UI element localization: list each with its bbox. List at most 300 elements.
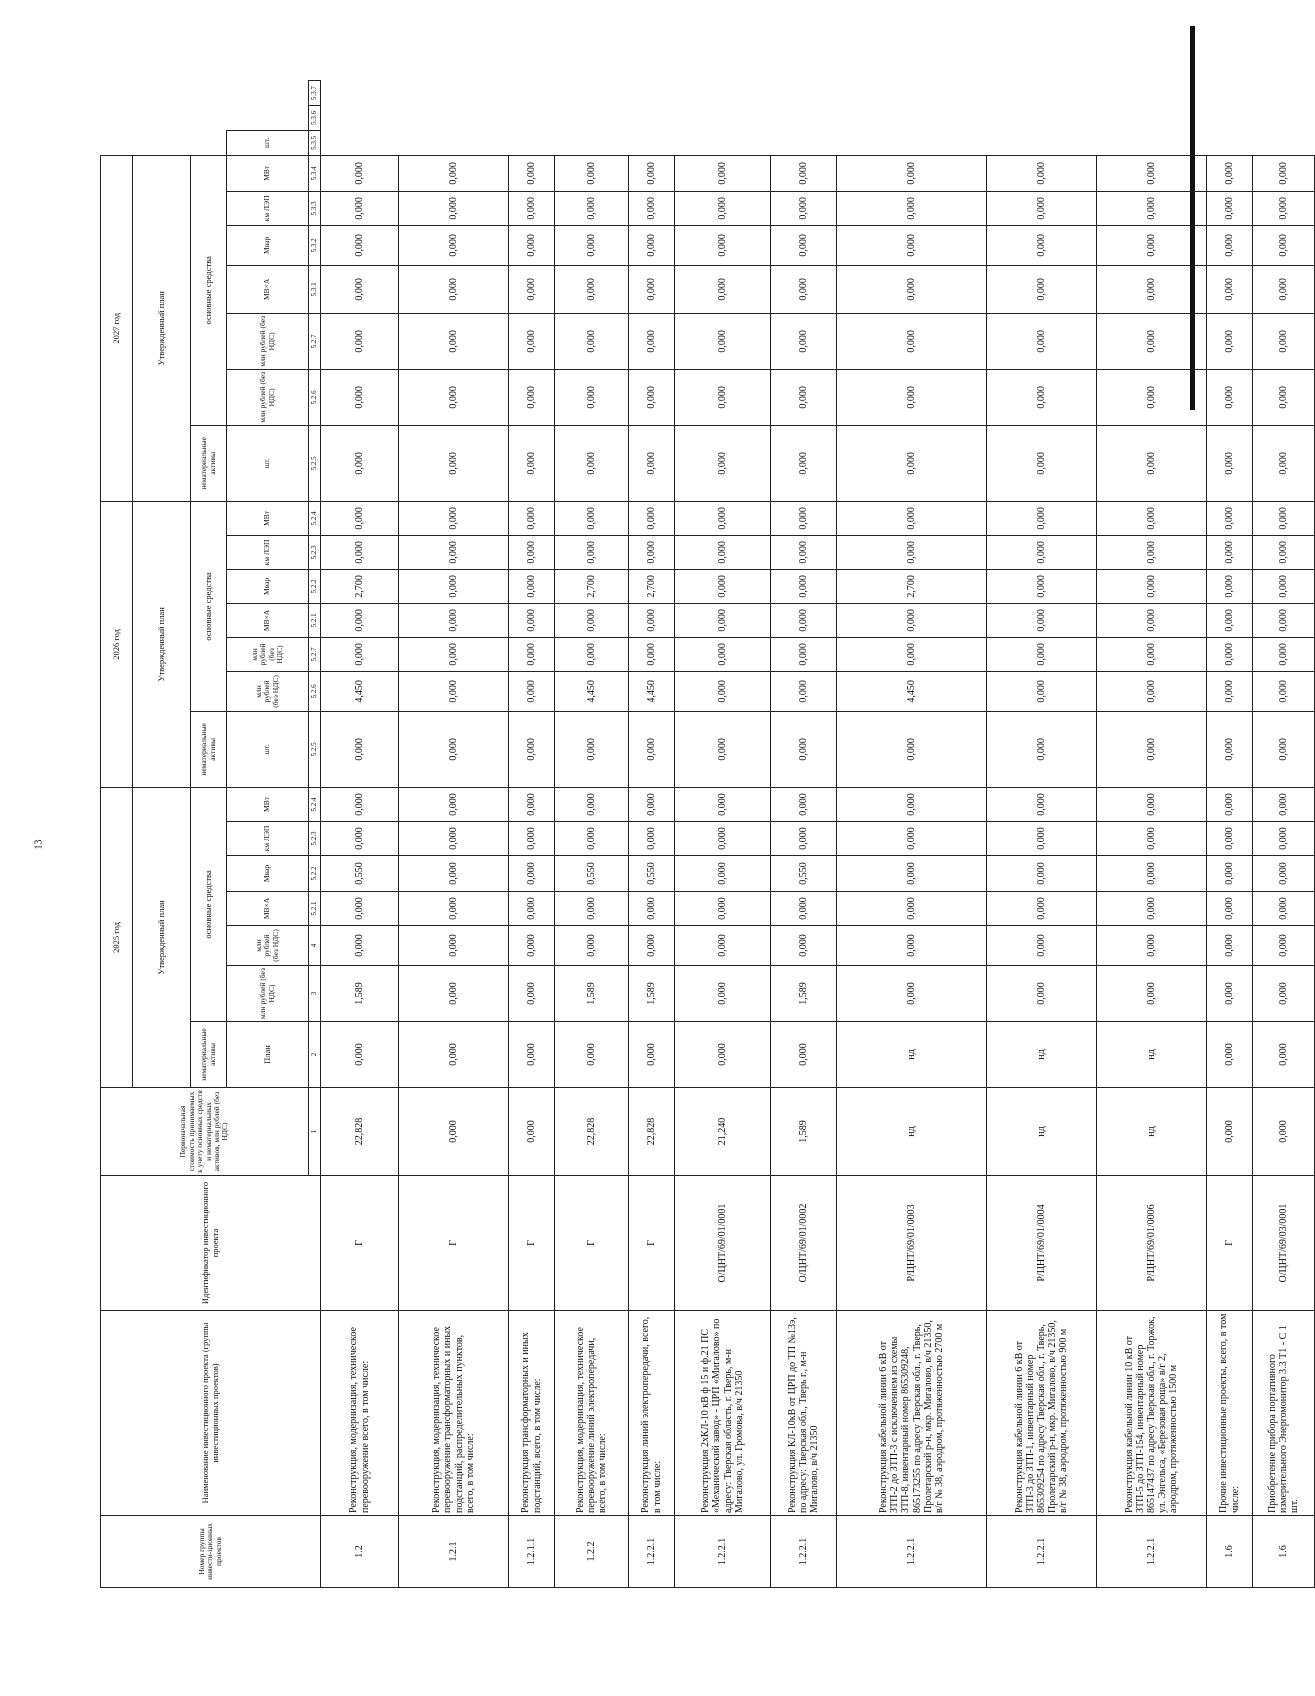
row-value: 0,000 [837, 926, 987, 966]
row-value: 0,000 [321, 265, 399, 313]
row-value: 0,000 [837, 856, 987, 892]
row-value: 0,000 [1097, 569, 1207, 603]
row-value: 0,000 [1207, 313, 1253, 369]
column-index: 5.2.5 [309, 425, 321, 501]
row-value: 0,000 [555, 711, 629, 787]
row-value: 0,000 [1207, 265, 1253, 313]
row-value: 0,000 [1207, 926, 1253, 966]
row-value: 0,000 [321, 313, 399, 369]
row-value: 0,000 [771, 191, 837, 225]
table-row [771, 81, 837, 1588]
row-value: 0,000 [509, 569, 555, 603]
row-name: Реконструкция кабельной линии 6 кВ от ЗТП-2 до ЗТП-3 с исключением из схемы ЗТП-8, инвентарный номер 865309248, 865173255 по адресу Тверская обл., г. Тверь, Пролетарский р-н, мкр. Мигалово, в/ч 21350, в/г № 38, аэродром, протяженностью 2700 м [837, 1311, 987, 1516]
row-value: 0,000 [675, 369, 771, 425]
row-value: 0,000 [555, 787, 629, 821]
investment-table [100, 80, 1315, 1588]
row-value: 0,000 [987, 265, 1097, 313]
row-value: 0,000 [509, 892, 555, 926]
row-name: Прочие инвестиционные проекты, всего, в том числе: [1207, 1311, 1253, 1516]
row-value: 0,000 [321, 822, 399, 856]
row-value: 1,589 [771, 966, 837, 1022]
row-value: 0,000 [629, 1022, 675, 1088]
row-value: 0,000 [321, 155, 399, 191]
row-value: 0,000 [837, 637, 987, 671]
row-group: 1.2.1 [399, 1516, 509, 1588]
row-value: 0,000 [1207, 787, 1253, 821]
table-row [509, 81, 555, 1588]
row-value: 0,000 [837, 892, 987, 926]
row-value: 0,000 [629, 501, 675, 535]
row-id: Г [1207, 1176, 1253, 1311]
row-value: 0,000 [1253, 225, 1315, 265]
row-value: 0,000 [1207, 369, 1253, 425]
row-value: 0,000 [321, 225, 399, 265]
row-value: 0,000 [1097, 787, 1207, 821]
row-value: 0,000 [321, 892, 399, 926]
row-value: 0,000 [509, 369, 555, 425]
row-group: 1.2.2.1 [675, 1516, 771, 1588]
row-value: 0,000 [1253, 191, 1315, 225]
header-unit: Мвар [227, 225, 309, 265]
row-id: Г [399, 1176, 509, 1311]
row-value: 0,000 [1097, 711, 1207, 787]
row-id: Г [629, 1176, 675, 1311]
row-value: 0,000 [399, 892, 509, 926]
row-value: 0,000 [675, 425, 771, 501]
row-value: 0,000 [987, 856, 1097, 892]
header-intangible-2027: нематериальные активы [191, 425, 227, 501]
column-index: 5.2.7 [309, 313, 321, 369]
row-value: 0,000 [675, 265, 771, 313]
row-value: 0,000 [675, 787, 771, 821]
header-unit: шт. [227, 711, 309, 787]
header-plan-2026: Утвержденный план [133, 501, 191, 787]
row-value: 0,000 [509, 265, 555, 313]
row-value: 0,000 [1207, 892, 1253, 926]
row-value: 0,000 [509, 856, 555, 892]
row-value: 0,000 [1253, 856, 1315, 892]
row-value: 0,000 [321, 637, 399, 671]
row-value: 4,450 [629, 671, 675, 711]
row-value: 0,000 [987, 603, 1097, 637]
row-value: 0,000 [987, 892, 1097, 926]
row-value: 0,000 [555, 822, 629, 856]
row-value: 0,000 [771, 425, 837, 501]
row-value: 0,000 [837, 603, 987, 637]
row-value: 0,000 [399, 425, 509, 501]
header-intangible-2026: нематериальные активы [191, 711, 227, 787]
row-value: 0,000 [629, 926, 675, 966]
row-value: 0,550 [771, 856, 837, 892]
header-unit: МВт [227, 787, 309, 821]
header-cost: Первоначальная стоимость принимаемых к учету основных средств и нематериальных активов, млн рублей (без НДС) [101, 1088, 309, 1176]
row-value: 0,000 [1207, 191, 1253, 225]
row-value: 0,000 [555, 191, 629, 225]
header-plan: План [227, 1022, 309, 1088]
header-unit: Мвар [227, 856, 309, 892]
row-value: 0,000 [555, 603, 629, 637]
header-fixed-2025: основные средства [191, 787, 227, 1021]
row-value: 0,000 [837, 313, 987, 369]
row-value: 0,000 [987, 787, 1097, 821]
row-value: 0,000 [399, 265, 509, 313]
column-index: 5.3.7 [309, 81, 321, 106]
row-value: 0,000 [555, 926, 629, 966]
row-id: Г [555, 1176, 629, 1311]
row-value: 0,000 [675, 966, 771, 1022]
header-unit: млн рублей (без НДС) [227, 671, 309, 711]
header-name: Наименование инвестиционного проекта (группы инвестиционных проектов) [101, 1311, 321, 1516]
row-value: 0,000 [629, 265, 675, 313]
row-value: 0,000 [629, 155, 675, 191]
row-value: 0,000 [321, 425, 399, 501]
header-unit: млн рублей (без НДС) [227, 369, 309, 425]
row-value: 0,000 [837, 225, 987, 265]
row-value: 0,000 [1097, 225, 1207, 265]
row-value: 1,589 [321, 966, 399, 1022]
row-id: О/ЦНТ/69/01/0002 [771, 1176, 837, 1311]
row-value: 4,450 [555, 671, 629, 711]
header-unit: млн рублей (без НДС) [227, 966, 309, 1022]
row-value: 0,000 [837, 155, 987, 191]
row-value: 1,589 [555, 966, 629, 1022]
row-value: 0,000 [321, 191, 399, 225]
row-value: 0,000 [675, 671, 771, 711]
row-value: 0,000 [837, 369, 987, 425]
row-value: 0,000 [771, 265, 837, 313]
row-value: 0,000 [509, 711, 555, 787]
row-value: 0,000 [321, 603, 399, 637]
header-unit: млн рублей (без НДС) [227, 926, 309, 966]
table-row [399, 81, 509, 1588]
header-year-2025: 2025 год [101, 787, 133, 1087]
row-value: 0,000 [1253, 535, 1315, 569]
row-value: 0,000 [629, 603, 675, 637]
row-value: 0,000 [629, 191, 675, 225]
row-value: 0,000 [1207, 155, 1253, 191]
row-value: 0,000 [629, 787, 675, 821]
column-index: 5.2.1 [309, 603, 321, 637]
column-index: 5.2.4 [309, 787, 321, 821]
row-value: 0,000 [321, 535, 399, 569]
row-value: 0,000 [987, 569, 1097, 603]
row-name: Реконструкция трансформаторных и иных подстанций, всего, в том числе: [509, 1311, 555, 1516]
header-unit: км ЛЭП [227, 191, 309, 225]
row-value: 0,000 [399, 822, 509, 856]
row-plan: 22,828 [629, 1088, 675, 1176]
row-value: 0,000 [987, 966, 1097, 1022]
row-group: 1.2.2 [555, 1516, 629, 1588]
row-value: 0,000 [675, 711, 771, 787]
row-value: 0,000 [1097, 265, 1207, 313]
row-value: 0,000 [1097, 926, 1207, 966]
row-value: 2,700 [321, 569, 399, 603]
column-index: 5.2.3 [309, 822, 321, 856]
row-value: 0,000 [399, 155, 509, 191]
row-id: Р/ЦНТ/69/01/0004 [987, 1176, 1097, 1311]
column-index: 5.2.1 [309, 892, 321, 926]
row-value: 0,000 [675, 603, 771, 637]
row-value: 0,000 [771, 1022, 837, 1088]
table-row [555, 81, 629, 1588]
row-value: 0,000 [555, 155, 629, 191]
row-value: 0,000 [1253, 603, 1315, 637]
row-value: 0,000 [555, 425, 629, 501]
row-value: 0,000 [629, 535, 675, 569]
row-value: 0,000 [675, 822, 771, 856]
row-group: 1.6 [1253, 1516, 1315, 1588]
column-index: 5.2.4 [309, 501, 321, 535]
row-value: 0,000 [837, 711, 987, 787]
row-id: Г [509, 1176, 555, 1311]
row-value: 0,000 [509, 155, 555, 191]
row-value: 0,000 [555, 225, 629, 265]
header-plan-2025: Утвержденный план [133, 787, 191, 1087]
column-index: 5.3.3 [309, 191, 321, 225]
row-value: 0,000 [509, 822, 555, 856]
header-unit: км ЛЭП [227, 535, 309, 569]
row-value: 0,000 [399, 603, 509, 637]
row-plan: 1,589 [771, 1088, 837, 1176]
row-value: 0,000 [1207, 966, 1253, 1022]
header-unit: МВ×А [227, 265, 309, 313]
row-value: 0,000 [771, 501, 837, 535]
row-value: 0,000 [399, 671, 509, 711]
row-value: 0,000 [555, 313, 629, 369]
row-value: 0,000 [771, 892, 837, 926]
header-unit: шт. [227, 425, 309, 501]
row-value: 0,000 [509, 191, 555, 225]
row-value: 0,000 [399, 926, 509, 966]
table-row [1097, 81, 1207, 1588]
row-value: 0,000 [509, 535, 555, 569]
row-value: 0,000 [555, 369, 629, 425]
header-unit: млн рублей (без НДС) [227, 313, 309, 369]
row-value: 0,000 [1207, 711, 1253, 787]
row-value: 0,000 [555, 892, 629, 926]
row-value: 0,000 [1097, 535, 1207, 569]
row-value: 0,000 [321, 369, 399, 425]
row-value: 0,550 [321, 856, 399, 892]
row-value: 0,000 [987, 225, 1097, 265]
row-value: 0,000 [509, 425, 555, 501]
column-index: 5.3.1 [309, 265, 321, 313]
row-value: 0,000 [399, 1022, 509, 1088]
row-value: 0,000 [629, 822, 675, 856]
row-value: 0,000 [675, 225, 771, 265]
column-index: 5.2.2 [309, 569, 321, 603]
row-value: 0,000 [771, 926, 837, 966]
row-value: 0,000 [1207, 425, 1253, 501]
row-group: 1.2.2.1 [987, 1516, 1097, 1588]
row-value: 0,000 [1097, 892, 1207, 926]
row-value: 0,000 [399, 191, 509, 225]
row-value: 0,000 [1207, 671, 1253, 711]
row-value: 0,000 [1253, 1022, 1315, 1088]
row-value: 0,000 [675, 856, 771, 892]
column-index: 5.2.5 [309, 711, 321, 787]
row-value: 0,000 [399, 313, 509, 369]
row-name: Реконструкция, модернизация, техническое перевооружение трансформаторных и иных подстанций, распределительных пунктов, всего, в том числе: [399, 1311, 509, 1516]
row-value: 0,000 [987, 671, 1097, 711]
header-plan-2027: Утвержденный план [133, 155, 191, 501]
row-value: 0,000 [1097, 191, 1207, 225]
row-value: 4,450 [321, 671, 399, 711]
rotated-page [100, 80, 1301, 1588]
row-plan: 0,000 [399, 1088, 509, 1176]
header-unit: МВ×А [227, 892, 309, 926]
row-plan: 0,000 [509, 1088, 555, 1176]
row-value: 0,550 [629, 856, 675, 892]
table-row [1253, 81, 1315, 1588]
row-value: 0,000 [1253, 822, 1315, 856]
row-value: 0,000 [675, 501, 771, 535]
row-value: 0,000 [509, 501, 555, 535]
row-id: Р/ЦНТ/69/01/0003 [837, 1176, 987, 1311]
row-value: 0,000 [629, 637, 675, 671]
row-value: 0,000 [771, 313, 837, 369]
row-value: 0,000 [321, 926, 399, 966]
row-value: 0,000 [629, 369, 675, 425]
row-value: 0,000 [1253, 501, 1315, 535]
row-value: 0,000 [675, 535, 771, 569]
row-value: 0,000 [399, 535, 509, 569]
row-value: 0,000 [771, 822, 837, 856]
header-unit: Мвар [227, 569, 309, 603]
column-index: 2 [309, 1022, 321, 1088]
row-value: 0,000 [675, 1022, 771, 1088]
row-group: 1.6 [1207, 1516, 1253, 1588]
table-row [629, 81, 675, 1588]
row-value: 0,000 [837, 787, 987, 821]
row-value: 0,000 [771, 569, 837, 603]
column-index: 5.2.7 [309, 637, 321, 671]
row-value: 0,000 [1207, 603, 1253, 637]
row-value: 0,000 [321, 711, 399, 787]
row-value: 0,000 [1253, 671, 1315, 711]
table-row [675, 81, 771, 1588]
row-value: 0,000 [987, 711, 1097, 787]
row-value: 2,700 [837, 569, 987, 603]
row-plan: нд [987, 1088, 1097, 1176]
row-value: 0,000 [629, 425, 675, 501]
header-unit: шт. [227, 130, 309, 155]
row-value: 0,000 [837, 265, 987, 313]
row-group: 1.2.2.1 [837, 1516, 987, 1588]
row-plan: 22,828 [321, 1088, 399, 1176]
row-value: 0,000 [1207, 501, 1253, 535]
table-row [837, 81, 987, 1588]
row-value: 0,000 [509, 966, 555, 1022]
row-value: 0,000 [837, 966, 987, 1022]
row-value: 0,000 [555, 535, 629, 569]
row-value: 0,000 [321, 1022, 399, 1088]
row-value: 0,000 [1097, 369, 1207, 425]
row-value: 0,000 [675, 892, 771, 926]
row-value: 0,000 [509, 926, 555, 966]
column-index: 5.3.6 [309, 105, 321, 130]
row-name: Реконструкция 2хКЛ-10 кВ ф 15 и ф.21 ПС «Механический завод» - ЦРП «Мигалово» по адресу: Тверская область, г. Тверь, м-н Мигалово, ул. Громова, в/ч 21350 [675, 1311, 771, 1516]
header-intangible-2025: нематериальные активы [191, 1022, 227, 1088]
header-id: Идентификатор инвестиционного проекта [101, 1176, 321, 1311]
row-group: 1.2.2.1 [629, 1516, 675, 1588]
row-value: 0,000 [675, 191, 771, 225]
row-value: 4,450 [837, 671, 987, 711]
row-value: 0,000 [1253, 637, 1315, 671]
page-number: 13 [33, 839, 45, 850]
row-value: 0,000 [321, 787, 399, 821]
row-value: 1,589 [629, 966, 675, 1022]
row-id: О/ЦНТ/69/01/0001 [675, 1176, 771, 1311]
row-value: 2,700 [555, 569, 629, 603]
table-row [987, 81, 1097, 1588]
column-index: 5.2.3 [309, 535, 321, 569]
row-value: 0,000 [509, 787, 555, 821]
column-index: 5.2.6 [309, 671, 321, 711]
row-value: 0,000 [837, 501, 987, 535]
table-row [321, 81, 399, 1588]
header-fixed-2026: основные средства [191, 501, 227, 711]
row-value: 0,000 [987, 313, 1097, 369]
row-id: Г [321, 1176, 399, 1311]
row-name: Реконструкция кабельной линии 10 кВ от ЗТП-5 до ЗТП-154, инвентарный номер 865147437 по адресу Тверская обл., г. Торжок, ул. Энгельса, «Березовая роща» в/г 2, аэродром, протяженностью 1500 м [1097, 1311, 1207, 1516]
row-value: 0,000 [1253, 313, 1315, 369]
row-id: О/ЦНТ/69/03/0001 [1253, 1176, 1315, 1311]
row-value: 2,700 [629, 569, 675, 603]
column-index: 5.2.6 [309, 369, 321, 425]
row-value: 0,000 [771, 671, 837, 711]
row-value: 0,000 [1097, 671, 1207, 711]
row-value: 0,000 [1207, 637, 1253, 671]
row-value: 0,000 [1097, 155, 1207, 191]
row-value: 0,000 [1253, 265, 1315, 313]
header-group: Номер группы инвести-ционных проектов [101, 1516, 321, 1588]
row-value: 0,000 [987, 926, 1097, 966]
row-value: 0,000 [1097, 313, 1207, 369]
row-name: Реконструкция КЛ-10кВ от ЦРП до ТП №13э, по адресу: Тверская обл., Тверь г., м-н Мигалово, в/ч 21350 [771, 1311, 837, 1516]
column-index: 5.3.4 [309, 155, 321, 191]
row-value: 0,000 [509, 671, 555, 711]
row-value: 0,000 [1097, 603, 1207, 637]
row-value: 0,000 [1097, 966, 1207, 1022]
row-group: 1.2.1.1 [509, 1516, 555, 1588]
row-value: нд [987, 1022, 1097, 1088]
row-value: 0,000 [987, 535, 1097, 569]
row-value: 0,000 [629, 313, 675, 369]
row-value: 0,000 [1207, 225, 1253, 265]
row-value: 0,000 [987, 155, 1097, 191]
row-value: 0,550 [555, 856, 629, 892]
row-value: 0,000 [399, 711, 509, 787]
row-value: 0,000 [1097, 822, 1207, 856]
column-index: 1 [309, 1088, 321, 1176]
row-value: 0,000 [509, 637, 555, 671]
row-value: 0,000 [771, 155, 837, 191]
row-name: Реконструкция линий электропередачи, всего, в том числе: [629, 1311, 675, 1516]
row-value: 0,000 [987, 191, 1097, 225]
row-plan: нд [1097, 1088, 1207, 1176]
row-value: 0,000 [1253, 711, 1315, 787]
row-value: 0,000 [1207, 535, 1253, 569]
row-value: 0,000 [675, 569, 771, 603]
row-value: 0,000 [1253, 369, 1315, 425]
row-value: 0,000 [987, 425, 1097, 501]
row-value: 0,000 [771, 787, 837, 821]
row-value: 0,000 [771, 711, 837, 787]
row-value: 0,000 [1253, 966, 1315, 1022]
header-unit: МВ×А [227, 603, 309, 637]
row-value: 0,000 [675, 926, 771, 966]
